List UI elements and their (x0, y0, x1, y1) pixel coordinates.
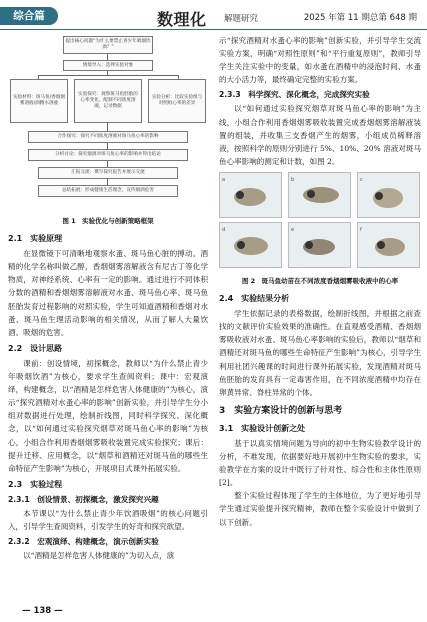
flow-top-box: 提出核心问题“为什么要禁止青少年吸烟饮酒？” (63, 36, 153, 54)
flow-row5-box: 分析讨论：探究烟酒对斑马鱼心率的影响并得出结论 (28, 149, 188, 161)
page-number: — 138 — (22, 606, 63, 616)
heading-2-3-3: 2.3.3 科学探究、深化概念，完成探究实验 (219, 90, 370, 100)
paragraph-2-3-2: 以“酒精是怎样危害人体健康的”为切入点，演 (23, 551, 175, 561)
heading-2-3-2: 2.3.2 宏观演绎、构建概念，演示创新实验 (8, 537, 159, 547)
flow-branch-line (38, 75, 178, 76)
figure-1-caption: 图 1 实验优化与创新策略框架 (62, 217, 154, 225)
paragraph-2-3-1: 本节课以“为什么禁止青少年饮酒吸烟”的核心问题引入，引导学生查阅资料，引发学生的好奇和探究欲望。 (8, 508, 208, 532)
heading-2-3: 2.3 实验过程 (8, 479, 63, 489)
heading-2-3-1: 2.3.1 创设情景、初探概念，激发探究兴趣 (8, 494, 159, 504)
flow-second-box: 情境导入：选择实验对象 (63, 60, 153, 71)
paragraph-3-1b: 整个实验过程体现了学生的主体地位，为了更好地引导学生通过实验提升探究精神，教师在整个实验设计中做到了以下创新。 (219, 491, 421, 527)
journal-subtitle: 解题研究 (224, 14, 259, 24)
heading-2-4: 2.4 实验结果分析 (219, 294, 290, 304)
flow-row4-box: 合作探究：探究不同浓度溶液对斑马鱼心率的影响 (28, 131, 188, 143)
journal-name: 数理化 (157, 10, 207, 29)
flow-right-box: 实验分析：比较实验组与对照组心率的差异 (148, 79, 206, 123)
flow-row7-box: 总结拓展：形成健康生活理念，宣传烟酒危害 (38, 185, 178, 197)
photo-label: d (222, 226, 226, 233)
header-rule (0, 29, 427, 30)
zebrafish-photo (288, 172, 351, 218)
left-column (8, 34, 208, 562)
flow-left-box: 实验材料：斑马鱼/香烟烟雾溶液/酒精水溶液 (10, 79, 68, 123)
flow-row6-box: 汇报交流：撰写探究报告并展示交流 (38, 167, 178, 179)
issue-info: 2025 年第 11 期总第 648 期 (303, 13, 417, 23)
paragraph-2-1: 在显微镜下可清晰地观察水蚤、斑马鱼心脏的搏动。酒精的化学名称叫做乙醇，香烟烟雾溶解液含有尼古丁等化学物质，对神经系统、心率有一定的影响。通过进行不同体积分数的酒精和香烟烟雾溶解液对水蚤、斑马鱼心率、斑马鱼胚胎发育过程影响的对照实验，学生可知道酒精和香烟对水蚤、斑马鱼生理活动影响的相关情况，从而了解人大量饮酒、吸烟的危害。 (8, 249, 208, 337)
flow-arrow (107, 123, 108, 131)
photo-label: b (291, 176, 295, 183)
heading-2-1: 2.1 实验原理 (8, 234, 63, 244)
paragraph-3-1a: 基于以真实情境问题为导向的初中生物实验教学设计的分析，不难发现，依据要好地开展初中生物实验的要求，实验教学在方案的设计中既行了针对性、综合性和主体性原则[2]。 (219, 438, 421, 488)
figure-1-flowchart (8, 34, 208, 212)
flow-mid-box: 实验探究：观察斑马鱼胚胎的心率变化，配制不同浓度溶液，记录数据 (74, 79, 142, 123)
zebrafish-photo (219, 172, 282, 218)
paragraph-2-4: 学生依据记录的表格数据，绘制折线图，并根据之前查找的文献评价实验效果的准确性。在直观感受酒精、香烟烟雾吸收液对水蚤、斑马鱼心率影响的实验后，教师以“烟草和酒精还对斑马鱼的哪些生命特征产生影响”为核心，引导学生利用社团兴趣课的时间进行课外拓展实验，发现酒精对斑马鱼胚胎的发育具有一定毒害作用，在不同浓度酒精中均存在卵黄异常、脊柱异常的个体。 (219, 309, 421, 397)
heading-2-2: 2.2 设计思路 (8, 343, 63, 353)
photo-label: c (360, 176, 363, 183)
zebrafish-photo (219, 222, 282, 268)
photo-label: a (222, 176, 226, 183)
flow-arrow (107, 71, 108, 75)
heading-3: 3 实验方案设计的创新与思考 (219, 405, 343, 416)
paragraph-continued: 示“探究酒精对水蚤心率的影响”创新实验，并引导学生交流实验方案，明确“对照性原则”和“平行重复原则”，教师引导学生关注实验中的变量，如水蚤在酒精中的浸泡时间、水蚤的大小活力等，最终确定完整的实验方案。 (219, 36, 421, 85)
figure-2-photos (219, 172, 421, 272)
photo-label: e (291, 226, 295, 233)
zebrafish-photo (288, 222, 351, 268)
photo-label: f (360, 226, 362, 233)
figure-2-caption: 图 2 斑马鱼幼苗在不同浓度香烟烟雾吸收液中的心率 (241, 276, 399, 285)
heading-3-1: 3.1 实验设计创新之处 (219, 423, 306, 433)
zebrafish-photo (357, 222, 420, 268)
paragraph-2-2: 课前：创设情境，初探概念，教师以“为什么禁止青少年吸烟饮酒”为核心，要求学生查阅资料；课中：宏观演绎，构建概念，以“酒精是怎样危害人体健康的”为核心，演示“探究酒精对水蚤心率的影响”创新实验，并引导学生分小组对数据进行处理，绘制折线图，同时科学探究、深化概念，以“如何通过实验探究烟草对斑马鱼心率的影响”为核心，小组合作利用香烟烟雾吸收装置完成实验探究；课后：提升迁移、应用概念，以“烟草和酒精还对斑马鱼的哪些生命特征产生影响”为核心，开展项目式课外拓展实验。 (8, 358, 208, 473)
page-header (0, 0, 427, 30)
zebrafish-photo (357, 172, 420, 218)
section-tag: 综合篇 (0, 7, 58, 25)
paragraph-2-3-3: 以“如何通过实验探究烟草对斑马鱼心率的影响”为主线，小组合作利用香烟烟雾吸收装置完成香烟烟雾溶解液装置的组装，并收集三支香烟产生的烟雾，小组成员稀释溶液，按照科学的原则分别进行 5%、10%、20% 溶液对斑马鱼心率影响的测定和计数，如图 2。 (219, 104, 421, 166)
right-column (219, 34, 421, 529)
